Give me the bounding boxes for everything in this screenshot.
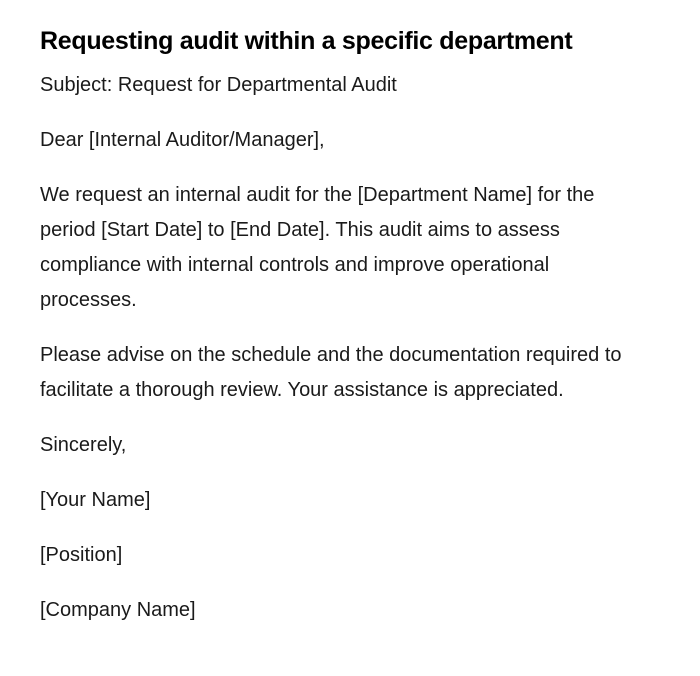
salutation: Dear [Internal Auditor/Manager], [40, 129, 325, 151]
body-paragraph-request: We request an internal audit for the [Department Name] for the period [Start Date] to [End Date]. This audit aims to assess compliance with internal controls and improve operational processes. [40, 184, 595, 311]
body-paragraph-advise: Please advise on the schedule and the documentation required to facilitate a thorough review. Your assistance is appreciated. [40, 344, 622, 401]
signature-company: [Company Name] [40, 599, 196, 621]
signature-name: [Your Name] [40, 489, 151, 511]
signature-position: [Position] [40, 544, 123, 566]
subject-line: Subject: Request for Departmental Audit [40, 74, 397, 96]
closing: Sincerely, [40, 434, 127, 456]
page-title: Requesting audit within a specific department [40, 27, 573, 55]
letter-document [40, 24, 650, 648]
